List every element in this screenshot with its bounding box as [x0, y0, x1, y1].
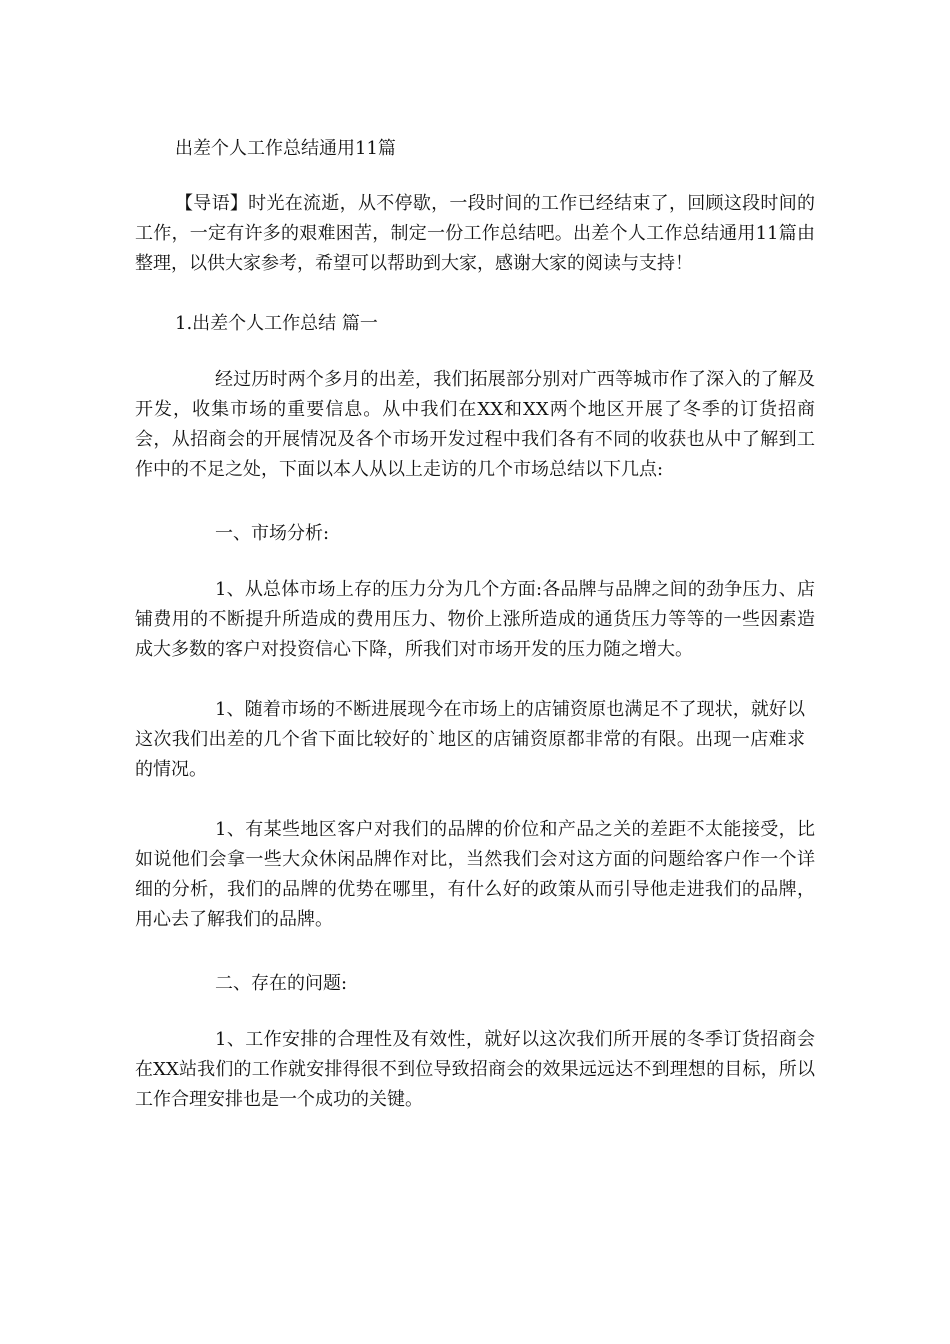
- analysis-paragraph-2: 1、随着市场的不断进展现今在市场上的店铺资原也满足不了现状，就好以这次我们出差的几个省下面比较好的`地区的店铺资原都非常的有限。出现一店难求的情况。: [135, 699, 805, 780]
- section1-paragraph: 经过历时两个多月的出差，我们拓展部分别对广西等城市作了深入的了解及开发，收集市场的重要信息。从中我们在XX和XX两个地区开展了冬季的订货招商会，从招商会的开展情况及各个市场开发过程中我们各有不同的收获也从中了解到工作中的不足之处，下面以本人从以上走访的几个市场总结以下几点:: [135, 369, 815, 480]
- section-heading-1: 1.出差个人工作总结 篇一: [175, 313, 378, 334]
- problem-paragraph-1: 1、工作安排的合理性及有效性，就好以这次我们所开展的冬季订货招商会在XX站我们的工作就安排得很不到位导致招商会的效果远远达不到理想的目标，所以工作合理安排也是一个成功的关键。: [135, 1029, 815, 1110]
- analysis-paragraph-1: 1、从总体市场上存的压力分为几个方面:各品牌与品牌之间的劲争压力、店铺费用的不断提升所造成的费用压力、物价上涨所造成的通货压力等等的一些因素造成大多数的客户对投资信心下降，所我们对市场开发的压力随之增大。: [135, 579, 815, 660]
- subheading-existing-problems: 二、存在的问题:: [215, 973, 348, 994]
- intro-paragraph: 【导语】时光在流逝，从不停歇，一段时间的工作已经结束了，回顾这段时间的工作，一定有许多的艰难困苦，制定一份工作总结吧。出差个人工作总结通用11篇由整理，以供大家参考，希望可以帮助到大家，感谢大家的阅读与支持！: [135, 193, 815, 274]
- subheading-market-analysis: 一、市场分析:: [215, 523, 330, 544]
- document-title: 出差个人工作总结通用11篇: [175, 138, 396, 159]
- analysis-paragraph-3: 1、有某些地区客户对我们的品牌的价位和产品之关的差距不太能接受，比如说他们会拿一些大众休闲品牌作对比，当然我们会对这方面的问题给客户作一个详细的分析，我们的品牌的优势在哪里，有什么好的政策从而引导他走进我们的品牌，用心去了解我们的品牌。: [135, 819, 815, 930]
